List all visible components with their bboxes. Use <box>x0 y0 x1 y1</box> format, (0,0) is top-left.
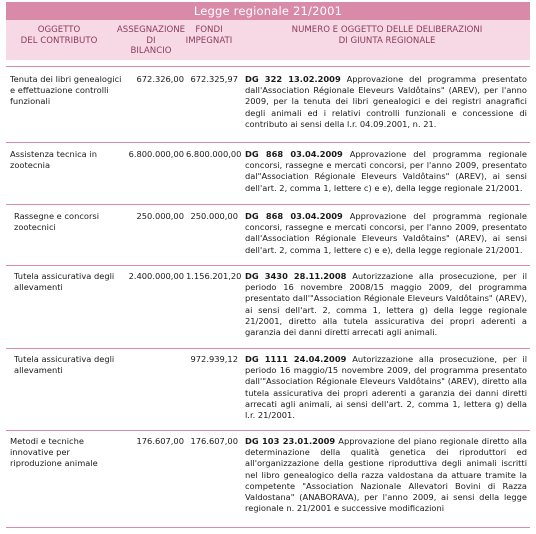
dg-text: Approvazione del programma regionale concorsi, rassegne e mercati concorsi, per l'anno 2009, presentato dall'Association Régionale Eleveurs Valdôtains" (AREV), ai sensi dell'art. 2, comma 1, lettere c) e e), della legge regionale 21/2001. <box>245 211 528 255</box>
dg-text: Approvazione del programma regionale concorsi, rassegne e mercati concorsi, per l'anno 2009, presentato dal"Association Régionale Eleveurs Valdôtains" (AREV), ai sensi dell'art. 2, comma 1, lettere c) e e), della legge regionale 21/2001. <box>245 149 528 193</box>
dg-text: Autorizzazione alla prosecuzione, per il periodo 16 maggio/15 novembre 2009, del programma presentato dall'"Association Régionale Eleveurs Valdôtains" (AREV), diretto alla tutela assicurativa dei propri aderenti a garanzia dei danni diretti arrecati agli animali, ai sensi dell'art. 2, comma 1, lettera g) della l.r. 21/2001. <box>245 354 528 421</box>
cell-fondi: 250.000,00 <box>190 211 238 221</box>
cell-assegnazione: 672.326,00 <box>136 74 184 84</box>
dg-number: DG 3430 28.11.2008 <box>245 271 347 281</box>
row-divider <box>6 204 530 205</box>
cell-assegnazione: 2.400.000,00 <box>128 271 184 281</box>
dg-number: DG 1111 24.04.2009 <box>245 354 347 364</box>
dg-number: DG 322 13.02.2009 <box>245 74 341 84</box>
dg-text: Approvazione del programma presentato dall'Association Régionale Eleveurs Valdôtains" (AREV), per l'anno 2009, per la tenuta dei libri genealogici e dei registri anagrafici degli animali ed i relativi controlli funzionali e concessione di contributo ai sensi della l.r. 04.09.2001, n. 21. <box>245 74 528 129</box>
row-divider <box>6 430 530 431</box>
cell-deliberazione <box>245 74 527 130</box>
row-divider <box>6 348 530 349</box>
row-divider <box>6 265 530 266</box>
header-oggetto: OGGETTO DEL CONTRIBUTO <box>20 25 98 46</box>
cell-fondi: 1.156.201,20 <box>186 271 242 281</box>
dg-number: DG 103 23.01.2009 <box>245 436 336 446</box>
table-title: Legge regionale 21/2001 <box>6 2 530 20</box>
row-divider <box>6 142 530 143</box>
cell-oggetto: Assistenza tecnica in zootecnia <box>10 149 97 171</box>
cell-assegnazione: 6.800.000,00 <box>128 149 184 159</box>
header-numero: NUMERO E OGGETTO DELLE DELIBERAZIONI DI GIUNTA REGIONALE <box>291 25 483 46</box>
dg-number: DG 868 03.04.2009 <box>245 211 343 221</box>
cell-assegnazione: 250.000,00 <box>136 211 184 221</box>
cell-deliberazione <box>245 211 527 256</box>
cell-oggetto: Tutela assicurativa degli allevamenti <box>14 271 115 293</box>
cell-oggetto: Tutela assicurativa degli allevamenti <box>14 354 115 376</box>
cell-deliberazione <box>245 354 527 421</box>
cell-fondi: 972.939,12 <box>190 354 238 364</box>
header-assegnazione: ASSEGNAZIONE DI BILANCIO <box>116 25 186 56</box>
cell-deliberazione <box>245 271 527 338</box>
cell-deliberazione <box>245 149 527 194</box>
dg-number: DG 868 03.04.2009 <box>245 149 343 159</box>
dg-text: Approvazione del piano regionale diretto alla determinazione della qualità genetica dei riproduttori ed all'organizzazione della gestione riproduttiva degli animali iscritti nel libro genealogico della razza valdostana da attuare tramite la competente "Association Nazionale Allevatori Bovini di Razza Valdostana" (ANABORAVA), per l'anno 2009, ai sensi della legge regionale n. 21/2001 e successive modificazioni <box>245 436 527 514</box>
cell-fondi: 176.607,00 <box>190 436 238 446</box>
cell-assegnazione: 176.607,00 <box>136 436 184 446</box>
table-bottom-border <box>6 527 530 528</box>
header-fondi: FONDI IMPEGNATI <box>185 25 233 46</box>
cell-fondi: 672.325,97 <box>190 74 238 84</box>
cell-oggetto: Rassegne e concorsi zootecnici <box>14 211 99 233</box>
cell-fondi: 6.800.000,00 <box>186 149 242 159</box>
cell-deliberazione <box>245 436 527 514</box>
cell-oggetto: Metodi e tecniche innovative per riproduzione animale <box>10 436 98 469</box>
dg-text: Autorizzazione alla prosecuzione, per il periodo 16 novembre 2008/15 maggio 2009, del programma presentato dall'"Association Régionale Eleveurs Valdôtains" (AREV), ai sensi dell'art. 2, comma 1, lettera g) della legge regionale 21/2001, diretto alla tutela assicurativa dei propri aderenti a garanzia dei danni diretti arrecati agli animali. <box>245 271 528 338</box>
cell-oggetto: Tenuta dei libri genealogici e effettuazione controlli funzionali <box>10 74 122 107</box>
row-divider <box>6 66 530 67</box>
